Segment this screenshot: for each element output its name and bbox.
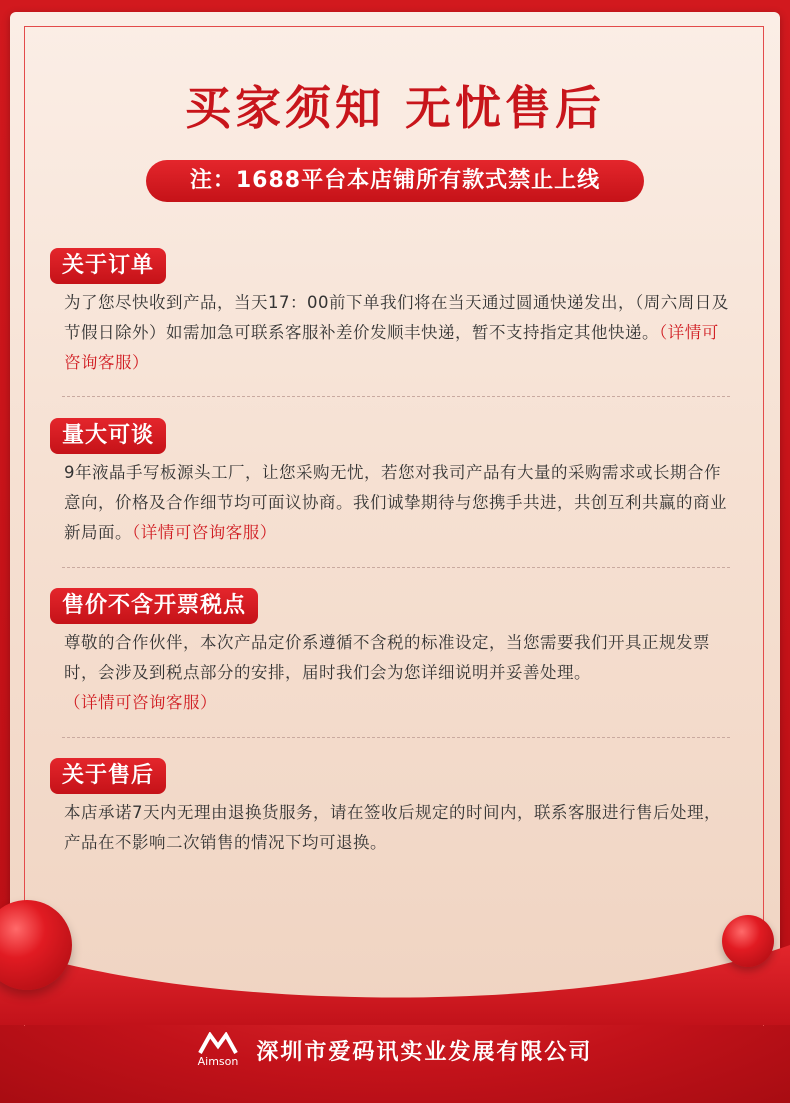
company-name: 深圳市爱码讯实业发展有限公司 bbox=[256, 1039, 593, 1065]
company-logo bbox=[198, 1032, 239, 1068]
section-order bbox=[50, 248, 740, 378]
section-heading: 量大可谈 bbox=[50, 418, 166, 454]
consult-link[interactable]: （详情可咨询客服） bbox=[132, 523, 277, 542]
section-text: 本店承诺7天内无理由退换货服务，请在签收后规定的时间内，联系客服进行售后处理，产品在不影响二次销售的情况下均可退换。 bbox=[64, 803, 721, 852]
divider bbox=[62, 737, 730, 738]
divider bbox=[62, 396, 730, 397]
section-bulk bbox=[50, 418, 740, 548]
section-text: 为了您尽快收到产品，当天17：00前下单我们将在当天通过圆通快递发出，（周六周日及节假日除外）如需加急可联系客服补差价发顺丰快递，暂不支持指定其他快递。（详情可咨询客服） bbox=[64, 293, 729, 372]
section-aftersales bbox=[50, 758, 740, 858]
consult-link[interactable]: （详情可咨询客服） bbox=[64, 693, 217, 712]
consult-link[interactable]: （详情可咨询客服） bbox=[64, 323, 719, 372]
section-heading: 售价不含开票税点 bbox=[50, 588, 258, 624]
bottom-wave-decoration bbox=[0, 905, 790, 1025]
aimson-logo-icon bbox=[198, 1032, 238, 1054]
section-heading: 关于订单 bbox=[50, 248, 166, 284]
divider bbox=[62, 567, 730, 568]
footer bbox=[0, 1030, 790, 1070]
section-tax bbox=[50, 588, 740, 718]
logo-text: Aimson bbox=[197, 1055, 239, 1068]
notice-banner: 注：1688平台本店铺所有款式禁止上线 bbox=[146, 160, 644, 202]
page-title: 买家须知 无忧售后 bbox=[184, 81, 605, 135]
section-text: 9年液晶手写板源头工厂，让您采购无忧，若您对我司产品有大量的采购需求或长期合作意向，价格及合作细节均可面议协商。我们诚挚期待与您携手共进，共创互利共赢的商业新局面。（详情可咨询客服） bbox=[64, 463, 727, 542]
section-text: 尊敬的合作伙伴，本次产品定价系遵循不含税的标准设定，当您需要我们开具正规发票时，会涉及到税点部分的安排，届时我们会为您详细说明并妥善处理。（详情可咨询客服） bbox=[64, 633, 710, 712]
section-heading: 关于售后 bbox=[50, 758, 166, 794]
red-ball-right bbox=[722, 915, 774, 967]
